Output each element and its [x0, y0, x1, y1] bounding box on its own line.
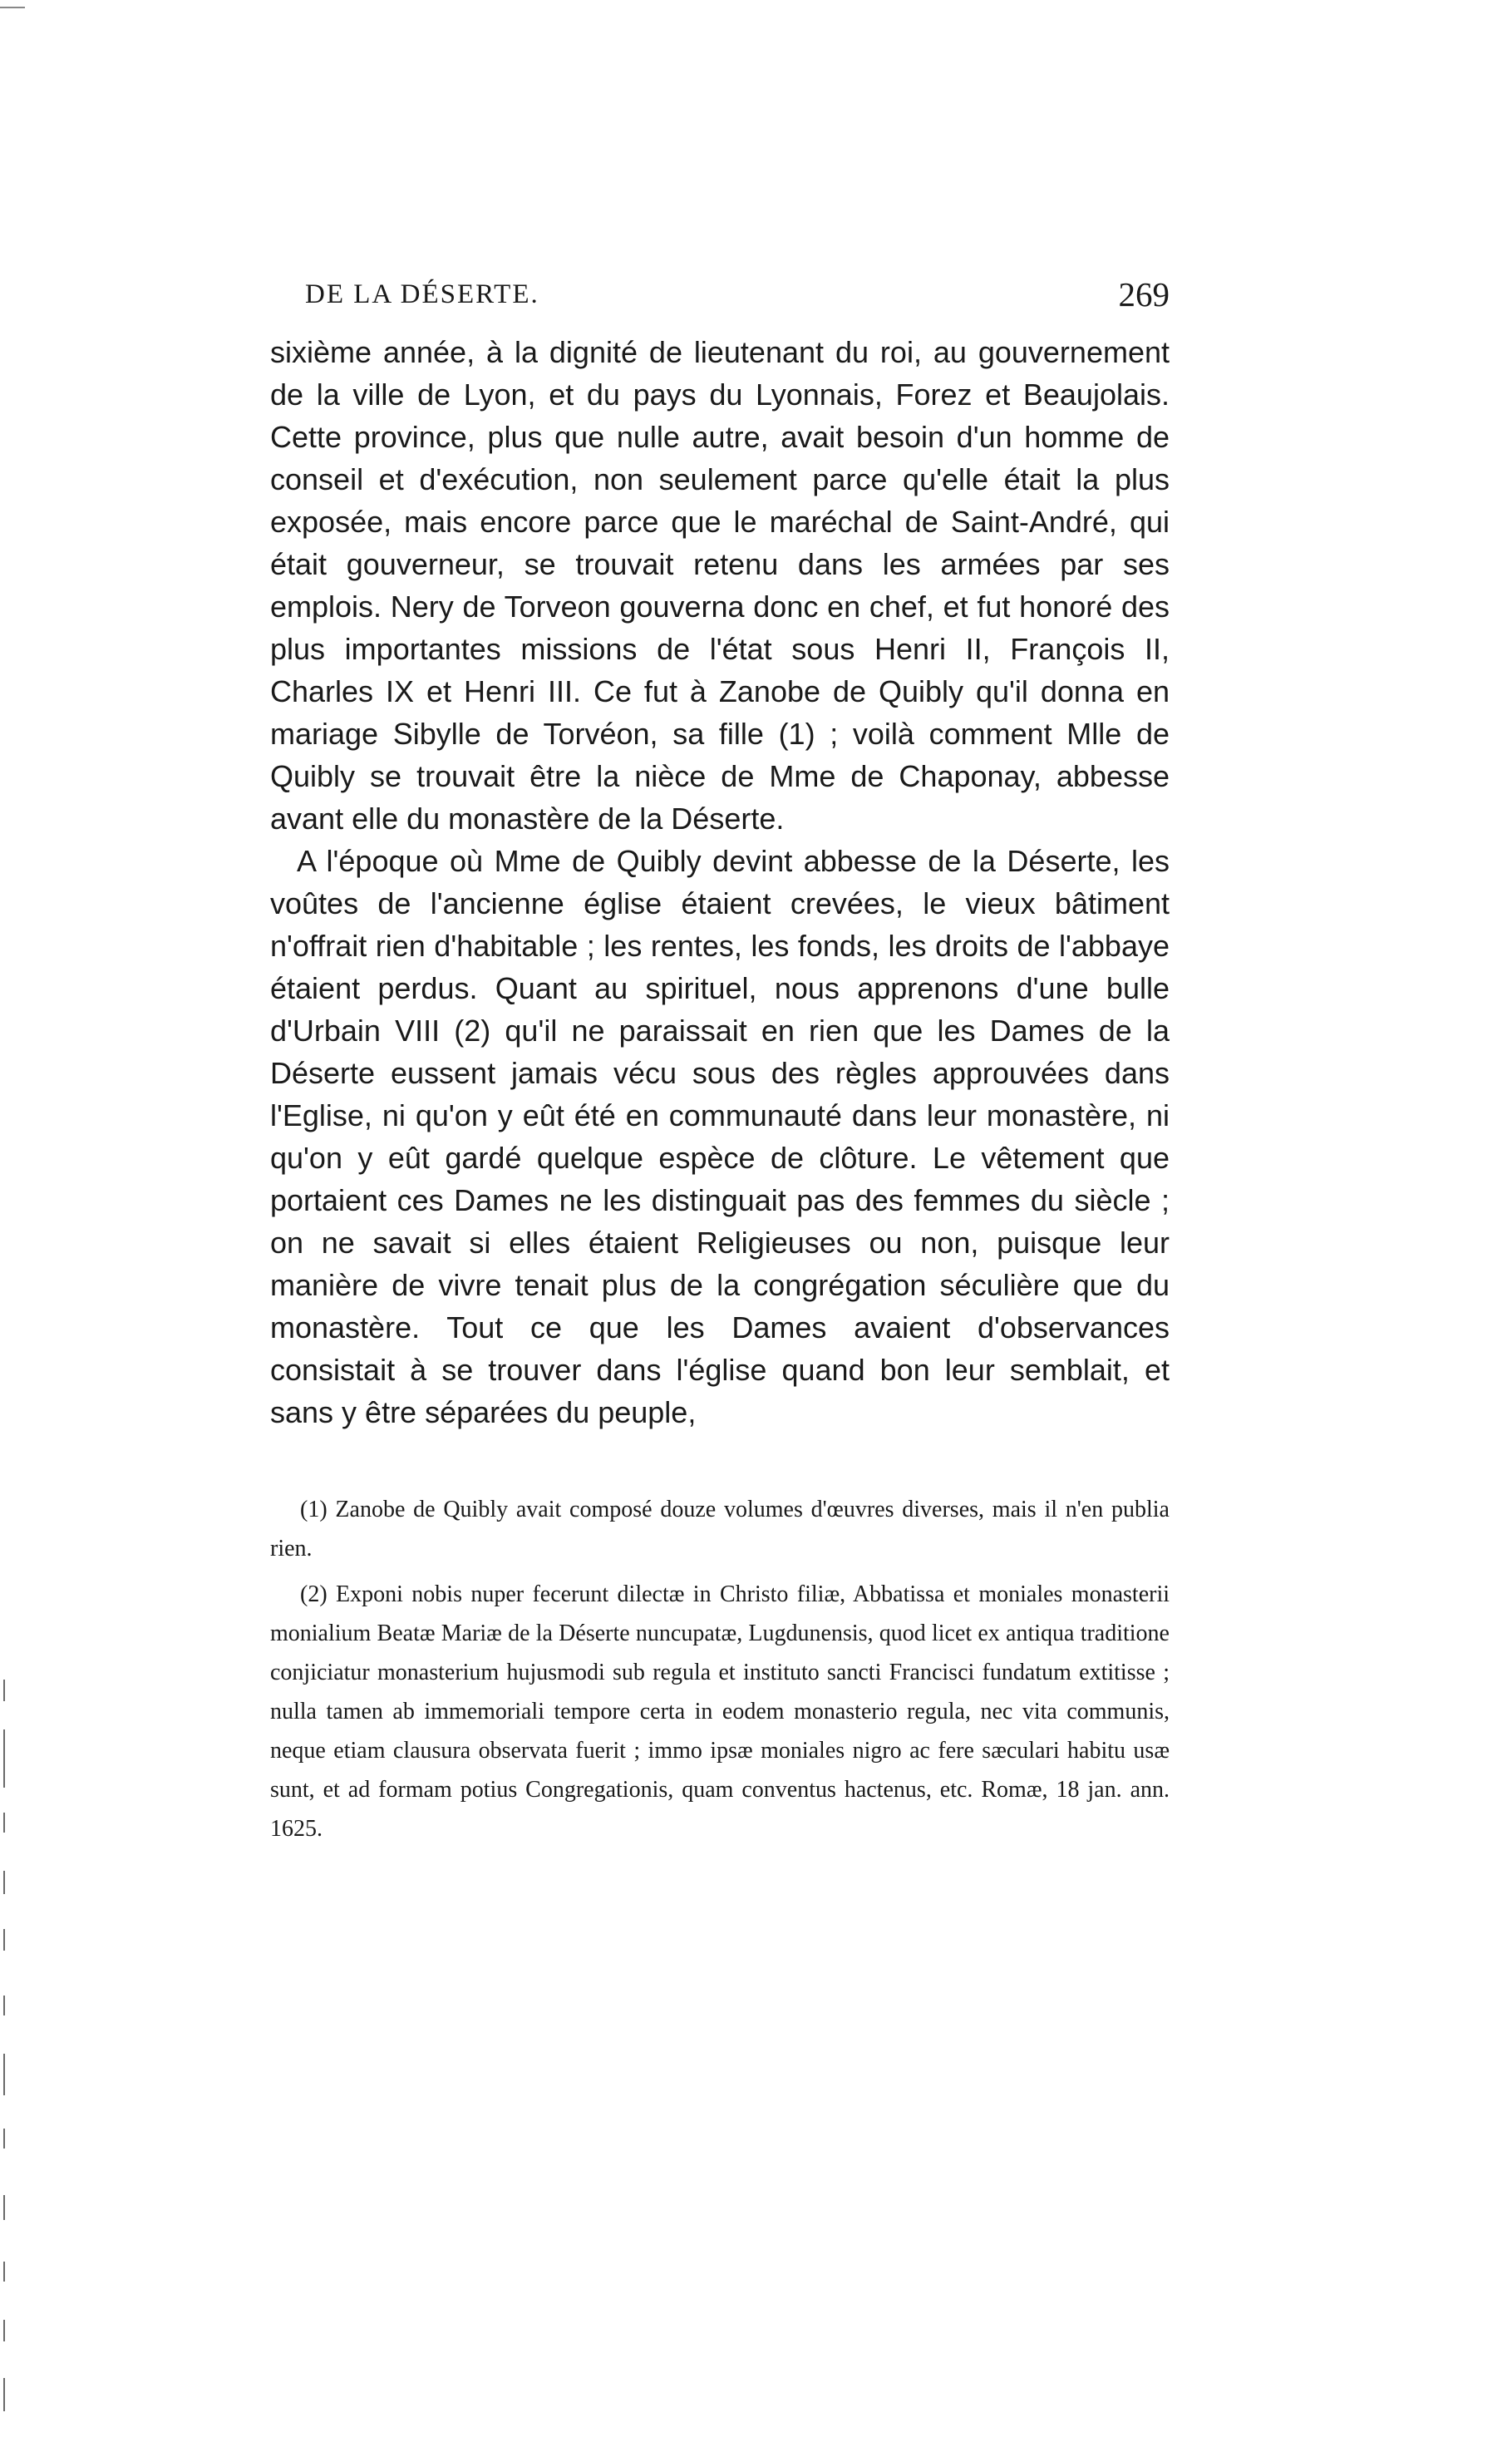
paragraph: A l'époque où Mme de Quibly devint abbesse de la Déserte, les voûtes de l'ancienne église étaient crevées, le vieux bâtiment n'offrait rien d'habitable ; les rentes, les fonds, les droits de l'abbaye étaient perdus. Quant au spirituel, nous apprenons d'une bulle d'Urbain VIII (2) qu'il ne paraissait en rien que les Dames de la Déserte eussent jamais vécu sous des règles approuvées dans l'Eglise, ni qu'on y eût été en communauté dans leur monastère, ni qu'on y eût gardé quelque espèce de clôture. Le vêtement que portaient ces Dames ne les distinguait pas des femmes du siècle ; on ne savait si elles étaient Religieuses ou non, puisque leur manière de vivre tenait plus de la congrégation séculière que du monastère. Tout ce que les Dames avaient d'observances consistait à se trouver dans l'église quand bon leur semblait, et sans y être séparées du peuple, — [270, 844, 1170, 1429]
scan-edge-mark — [3, 1729, 5, 1788]
scan-edge-mark — [3, 1680, 5, 1701]
footnote: (1) Zanobe de Quibly avait composé douze volumes d'œuvres diverses, mais il n'en publia rien. — [270, 1497, 1170, 1561]
scan-edge-mark — [3, 1871, 5, 1894]
paragraph: sixième année, à la dignité de lieutenant du roi, au gouvernement de la ville de Lyon, et du pays du Lyonnais, Forez et Beaujolais. Cette province, plus que nulle autre, avait besoin d'un homme de conseil et d'exécution, non seulement parce qu'elle était la plus exposée, mais encore parce que le maréchal de Saint-André, qui était gouverneur, se trouvait retenu dans les armées par ses emplois. Nery de Torveon gouverna donc en chef, et fut honoré des plus importantes missions de l'état sous Henri II, François II, Charles IX et Henri III. Ce fut à Zanobe de Quibly qu'il donna en mariage Sibylle de Torvéon, sa fille (1) ; voilà comment Mlle de Quibly se trouvait être la nièce de Mme de Chaponay, abbesse avant elle du monastère de la Déserte. — [270, 335, 1170, 836]
footnotes — [270, 1490, 1170, 1848]
scan-edge-mark — [3, 2262, 5, 2282]
footnote: (2) Exponi nobis nuper fecerunt dilectæ in Christo filiæ, Abbatissa et moniales monasterii monialium Beatæ Mariæ de la Déserte nuncupatæ, Lugdunensis, quod licet ex antiqua traditione conjiciatur monasterium hujusmodi sub regula et instituto sancti Francisci fundatum extitisse ; nulla tamen ab immemoriali tempore certa in eodem monasterio regula, nec vita communis, neque etiam clausura observata fuerit ; immo ipsæ moniales nigro ac fere sæculari habitu usæ sunt, et ad formam potius Congregationis, quam conventus hactenus, etc. Romæ, 18 jan. ann. 1625. — [270, 1581, 1170, 1842]
scan-edge-mark — [3, 2129, 5, 2149]
page-number: 269 — [1118, 275, 1170, 313]
scan-edge-mark — [3, 2320, 5, 2341]
scan-edge-mark — [3, 2195, 5, 2220]
scan-edge-mark — [3, 2378, 5, 2411]
scan-edge-mark — [3, 1813, 5, 1833]
running-title: DE LA DÉSERTE. — [305, 279, 539, 309]
page-header — [270, 274, 1170, 318]
main-text — [270, 331, 1170, 1433]
scan-mark — [0, 7, 25, 8]
scan-edge-mark — [3, 1996, 5, 2015]
scan-edge-mark — [3, 2054, 5, 2095]
scan-edge-mark — [3, 1929, 5, 1951]
